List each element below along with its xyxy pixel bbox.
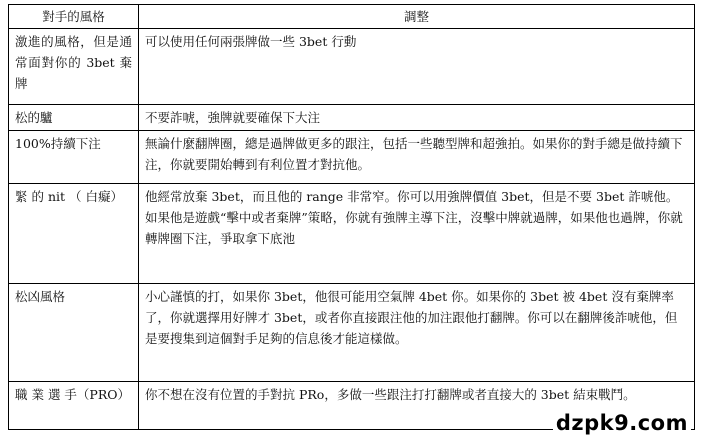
- table-row: [9, 284, 695, 382]
- table-row: [9, 184, 695, 284]
- adjustment-cell: 他經常放棄 3bet，而且他的 range 非常窄。你可以用強牌價值 3bet，但是不要 3bet 詐唬他。如果他是遊戲“擊中或者棄牌”策略，你就有強牌主導下注，沒擊中牌就過牌，如果他也過牌，你就轉牌圈下注，爭取拿下底池: [139, 184, 695, 284]
- opponent-style-cell: 100%持續下注: [9, 131, 139, 184]
- site-watermark: dzpk9.com: [553, 411, 691, 435]
- adjustment-cell: 無論什麼翻牌圈，總是過牌做更多的跟注，包括一些聽型牌和超強拍。如果你的對手總是做持續下注，你就要開始轉到有利位置才對抗他。: [139, 131, 695, 184]
- header-opponent-style: 對手的風格: [9, 5, 139, 29]
- header-adjustment: 調整: [139, 5, 695, 29]
- table-row: [9, 105, 695, 131]
- opponent-style-cell: 松凶風格: [9, 284, 139, 382]
- opponent-style-cell: 松的驢: [9, 105, 139, 131]
- adjustment-cell: 可以使用任何兩張牌做一些 3bet 行動: [139, 29, 695, 105]
- opponent-style-cell: 激進的風格，但是通常面對你的 3bet 棄牌: [9, 29, 139, 105]
- strategy-table: [8, 4, 695, 430]
- opponent-style-cell: 緊 的 nit （ 白癡）: [9, 184, 139, 284]
- adjustment-cell: 不要詐唬，強牌就要確保下大注: [139, 105, 695, 131]
- adjustment-cell: 你不想在沒有位置的手對抗 PRo，多做一些跟注打打翻牌或者直接大的 3bet 結束戰鬥。: [139, 382, 695, 430]
- table-row: [9, 131, 695, 184]
- table-header-row: [9, 5, 695, 29]
- table-row: [9, 29, 695, 105]
- opponent-style-cell: 職 業 選 手（PRO）: [9, 382, 139, 430]
- adjustment-cell: 小心謹慎的打，如果你 3bet，他很可能用空氣牌 4bet 你。如果你的 3bet 被 4bet 沒有棄牌率了，你就選擇用好牌才 3bet，或者你直接跟注他的加注跟他打翻牌。你可以在翻牌後詐唬他，但是要搜集到這個對手足夠的信息後才能這樣做。: [139, 284, 695, 382]
